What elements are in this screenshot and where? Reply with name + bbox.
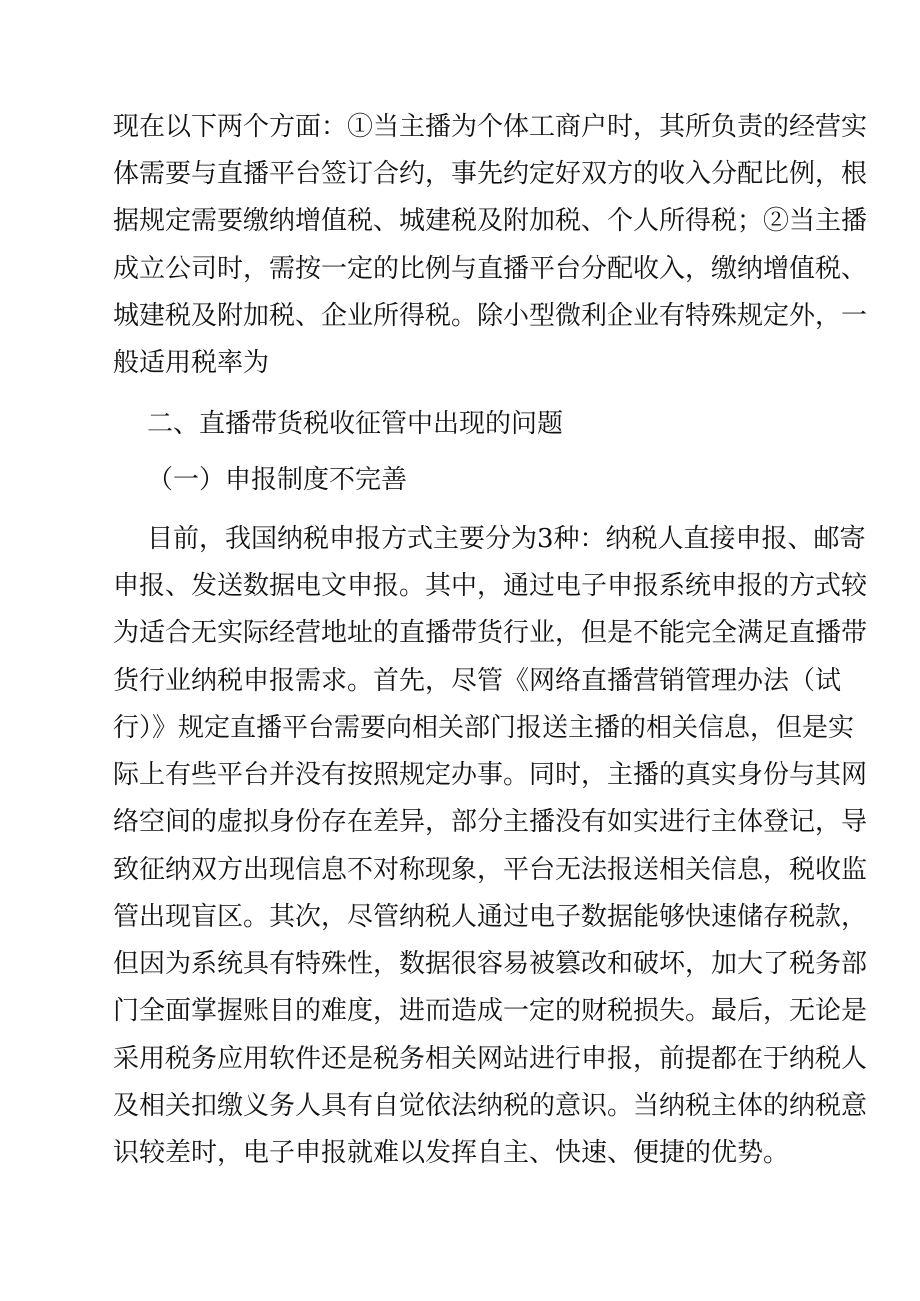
text-line: 据规定需要缴纳增值税、城建税及附加税、个人所得税；②当主播 bbox=[113, 206, 868, 236]
text-line: 体需要与直播平台签订合约，事先约定好双方的收入分配比例，根 bbox=[113, 159, 868, 189]
section-heading: 二、直播带货税收征管中出现的问题 bbox=[147, 409, 564, 439]
text-line: 际上有些平台并没有按照规定办事。同时，主播的真实身份与其网 bbox=[113, 760, 868, 790]
text-line: 门全面掌握账目的难度，进而造成一定的财税损失。最后，无论是 bbox=[113, 996, 868, 1026]
text-line: 管出现盲区。其次，尽管纳税人通过电子数据能够快速储存税款， bbox=[113, 902, 868, 932]
text-line: 致征纳双方出现信息不对称现象，平台无法报送相关信息，税收监 bbox=[113, 855, 868, 885]
text-line: 为适合无实际经营地址的直播带货行业，但是不能完全满足直播带 bbox=[113, 618, 868, 648]
text-line: 络空间的虚拟身份存在差异，部分主播没有如实进行主体登记，导 bbox=[113, 807, 868, 837]
text-line: 城建税及附加税、企业所得税。除小型微利企业有特殊规定外，一 bbox=[113, 301, 868, 331]
text-line: 申报、发送数据电文申报。其中，通过电子申报系统申报的方式较 bbox=[113, 571, 868, 601]
text-line: 采用税务应用软件还是税务相关网站进行申报，前提都在于纳税人 bbox=[113, 1044, 868, 1074]
text-line: 及相关扣缴义务人具有自觉依法纳税的意识。当纳税主体的纳税意 bbox=[113, 1091, 868, 1121]
text-line: 但因为系统具有特殊性，数据很容易被篡改和破坏，加大了税务部 bbox=[113, 949, 868, 979]
text-line: 现在以下两个方面：①当主播为个体工商户时，其所负责的经营实 bbox=[113, 112, 868, 142]
text-line: 行）》规定直播平台需要向相关部门报送主播的相关信息，但是实 bbox=[113, 713, 855, 743]
text-line: 识较差时，电子申报就难以发挥自主、快速、便捷的优势。 bbox=[113, 1138, 790, 1168]
text-line: 货行业纳税申报需求。首先，尽管《网络直播营销管理办法（试 bbox=[113, 666, 842, 696]
text-line: 般适用税率为 bbox=[113, 348, 270, 378]
text-line: 目前，我国纳税申报方式主要分为3种：纳税人直接申报、邮寄 bbox=[147, 524, 866, 554]
text-line: 成立公司时，需按一定的比例与直播平台分配收入，缴纳增值税、 bbox=[113, 254, 868, 284]
subsection-heading: （一）申报制度不完善 bbox=[147, 465, 408, 495]
